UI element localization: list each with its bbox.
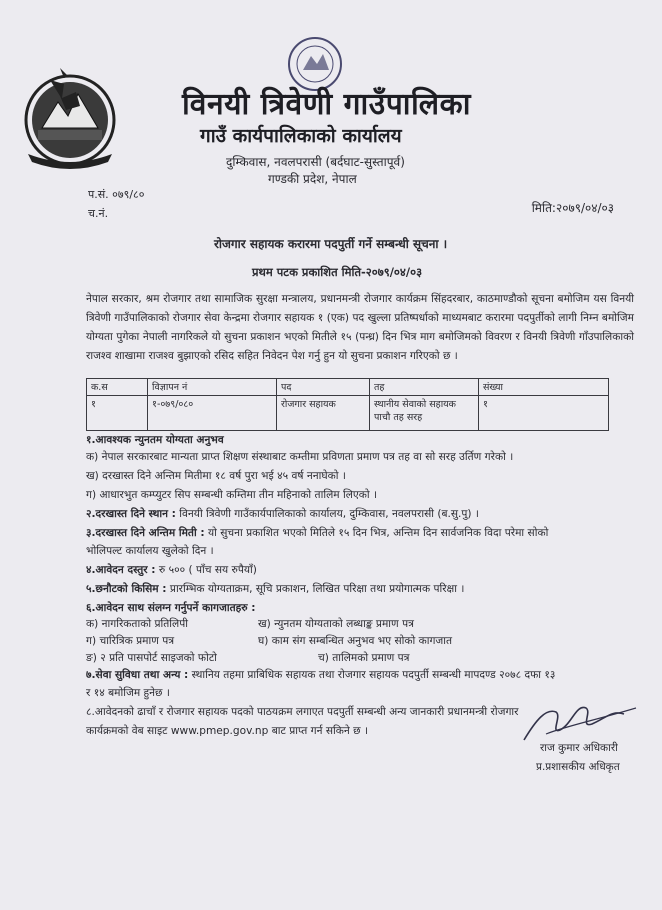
table-header: विज्ञापन नं [148, 379, 277, 396]
table-header: तह [370, 379, 479, 396]
office-province: गण्डकी प्रदेश, नेपाल [268, 172, 357, 186]
application-place [86, 507, 479, 521]
section-qualification-title: १.आवश्यक न्युनतम योग्यता अनुभव [86, 434, 224, 446]
document-f: च) तालिमको प्रमाण पत्र [318, 652, 410, 664]
publish-date: प्रथम पटक प्रकाशित मिति-२०७९/०४/०३ [252, 265, 423, 279]
signatory-title: प्र.प्रशासकीय अधिकृत [536, 761, 620, 773]
notice-date: मिति:२०७९/०४/०३ [531, 201, 614, 215]
nepal-emblem-icon [20, 58, 120, 170]
table-header: क.स [87, 379, 148, 396]
service-label: ७.सेवा सुविधा तथा अन्य : [86, 669, 189, 681]
document-e: ङ) २ प्रति पासपोर्ट साइजको फोटो [86, 652, 217, 664]
table-cell: १ [87, 396, 148, 431]
qualification-b: ख) दरखास्त दिने अन्तिम मितीमा १८ वर्ष पुरा भई ४५ वर्ष ननाघेको । [86, 470, 346, 482]
section-documents-title: ६.आवेदन साथ संलग्न गर्नुपर्ने कागजातहरु : [86, 602, 256, 614]
selection-method [86, 582, 464, 596]
service-continued: र १४ बमोजिम हुनेछ । [86, 687, 170, 699]
document-a: क) नागरिकताको प्रतिलिपी [86, 618, 188, 630]
table-cell: १-०७९/०८० [148, 396, 277, 431]
notice-subject: रोजगार सहायक करारमा पदपुर्ती गर्ने सम्बन्धी सूचना । [214, 237, 448, 251]
deadline [86, 526, 548, 540]
fee-text: रु ५०० ( पाँच सय रुपैयाँ) [155, 564, 257, 576]
more-info-continued: कार्यक्रमको वेब साइट www.pmep.gov.np बाट प्राप्त गर्न सकिने छ । [86, 725, 368, 737]
intro-paragraph: नेपाल सरकार, श्रम रोजगार तथा सामाजिक सुरक्षा मन्त्रालय, प्रधानमन्त्री रोजगार कार्यक्रम सिंहदरबार, काठमाण्डौको सूचना बमोजिम यस विनयी त्रिवेणी गाउँपालिकाको रोजगार सेवा केन्द्रमा रोजगार सहायक १ (एक) पद खुल्ला प्रतिष्पर्धाको माध्यमबाट करारमा पदपुर्तीको लागी निम्न बमोजिम योग्यता पुगेका नेपाली नागरिकले यो सुचना प्रकाशन भएको मितीले १५ (पन्ध्र) दिन भित्र माग बमोजिमको विवरण र विनयी त्रिवेणी गाँउपालिकाको राजश्व शाखामा राजश्व बुझाएको रसिद सहित निवेदन पेश गर्नु हुन यो सुचना प्रकाशन गरिएको छ । [86, 293, 634, 362]
service-text: स्थानिय तहमा प्राबिधिक सहायक तथा रोजगार सहायक पदपुर्ती सम्बन्धी मापदण्ड २०७८ दफा १३ [188, 669, 556, 681]
table-cell: १ [479, 396, 609, 431]
document-c: ग) चारित्रिक प्रमाण पत्र [86, 635, 175, 647]
deadline-continued: भोलिपल्ट कार्यालय खुलेको दिन । [86, 545, 214, 557]
table-row [87, 396, 609, 431]
office-address: दुम्किवास, नवलपरासी (बर्दघाट-सुस्तापूर्व) [226, 155, 405, 169]
table-cell: स्थानीय सेवाको सहायक पाचौ तह सरह [370, 396, 479, 431]
selection-label: ५.छनौटको किसिम : [86, 583, 167, 595]
table-cell: रोजगार सहायक [277, 396, 370, 431]
more-info: ८.आवेदनको ढाचाँ र रोजगार सहायक पदको पाठयक्रम लगाएत पदपुर्ती सम्बन्धी अन्य जानकारी प्रधानमन्त्री रोजगार [86, 706, 519, 718]
service-facilities [86, 668, 555, 682]
qualification-c: ग) आधारभुत कम्प्युटर सिप सम्बन्धी कम्तिमा तीन महिनाको तालिम लिएको । [86, 489, 377, 501]
selection-text: प्रारम्भिक योग्यताक्रम, सूचि प्रकाशन, लिखित परिक्षा तथा प्रयोगात्मक परिक्षा । [166, 583, 465, 595]
deadline-label: ३.दरखास्त दिने अन्तिम मिती : [86, 527, 205, 539]
table-header: पद [277, 379, 370, 396]
office-title: विनयी त्रिवेणी गाउँपालिका [182, 87, 471, 122]
document-b: ख) न्युनतम योग्यताको लब्धाङ्क प्रमाण पत्र [258, 618, 414, 630]
table-header-row [87, 379, 609, 396]
signatory-name: राज कुमार अधिकारी [540, 742, 618, 754]
application-place-label: २.दरखास्त दिने स्थान : [86, 508, 176, 520]
deadline-text: यो सुचना प्रकाशित भएको मितिले १५ दिन भित्र, अन्तिम दिन सार्वजनिक विदा परेमा सोको [204, 527, 549, 539]
application-fee [86, 563, 257, 577]
document-d: घ) काम संग सम्बन्धित अनुभव भए सोको कागजात [258, 635, 453, 647]
vacancy-table [86, 378, 609, 431]
table-header: संख्या [479, 379, 609, 396]
reference-number: प.सं. ०७९/८० [88, 188, 145, 201]
fee-label: ४.आवेदन दस्तुर : [86, 564, 156, 576]
qualification-a: क) नेपाल सरकारबाट मान्यता प्राप्त शिक्षण संस्थाबाट कम्तीमा प्रविणता प्रमाण पत्र तह वा सो सरह उर्तिण गरेको । [86, 451, 514, 463]
office-subtitle: गाउँ कार्यपालिकाको कार्यालय [200, 125, 402, 147]
dispatch-number: च.नं. [88, 207, 109, 220]
application-place-text: विनयी त्रिवेणी गाउँकार्यपालिकाको कार्यालय, दुम्किवास, नवलपरासी (ब.सु.पु) । [175, 508, 479, 520]
